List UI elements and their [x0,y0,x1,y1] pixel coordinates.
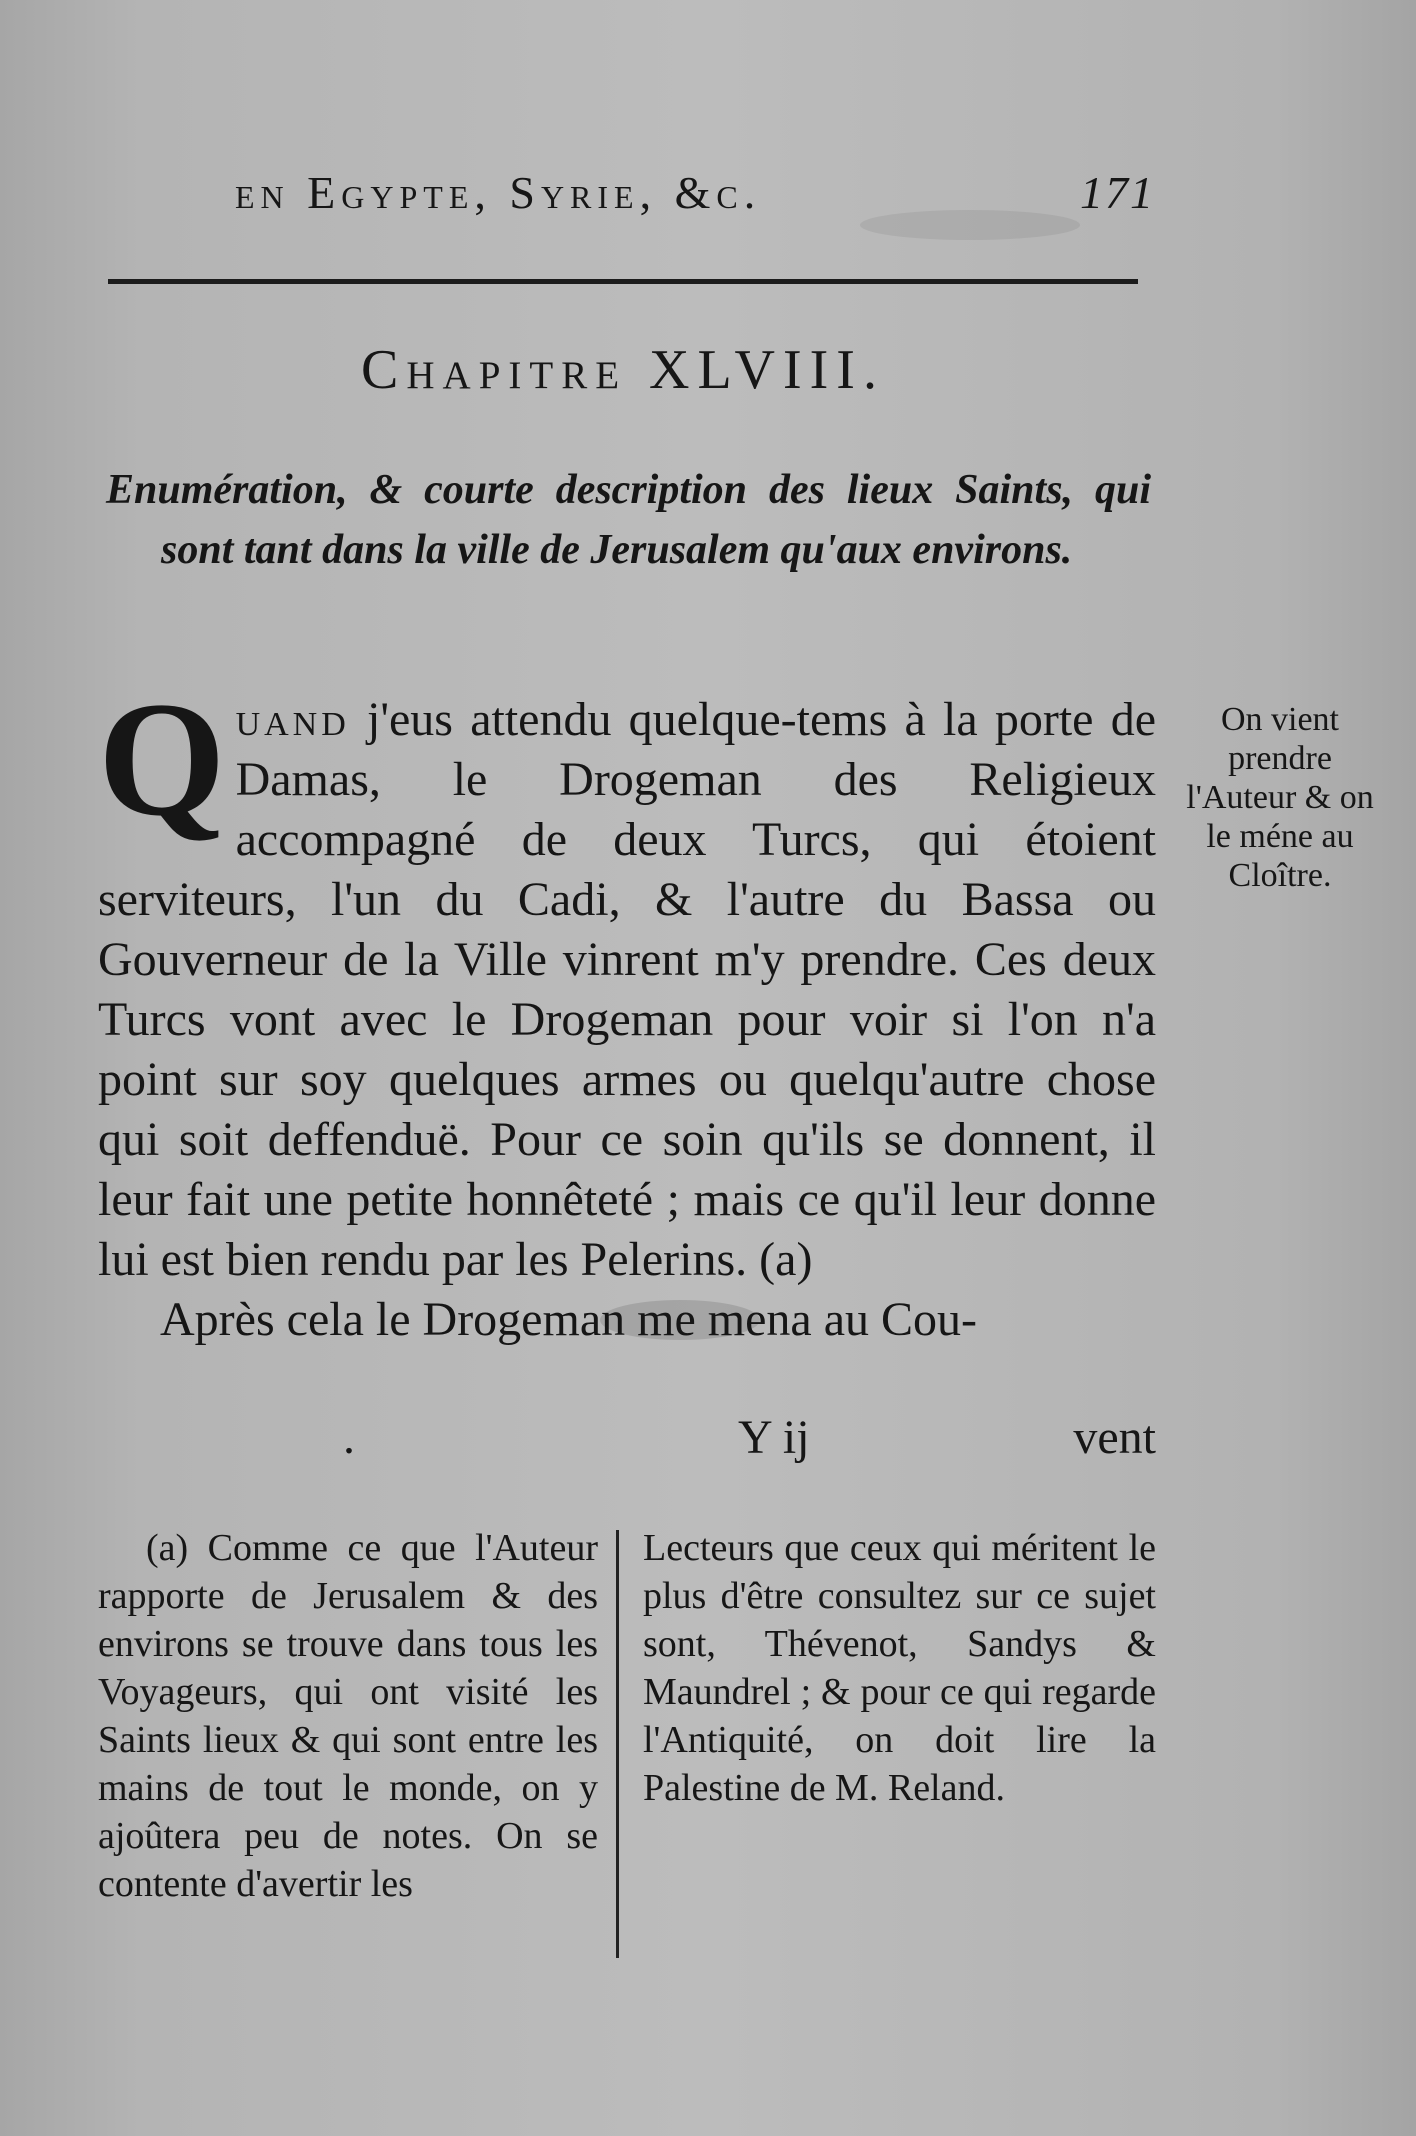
running-title: en Egypte, Syrie, &c. [235,167,762,218]
paragraph-1 [98,669,1156,1290]
chapter-summary: Enumération, & courte description des lieux Saints, qui sont tant dans la ville de Jerusalem qu'aux environs. [106,467,1151,573]
lead-word: uand [235,693,350,746]
paragraph-1-text: j'eus attendu quelque-tems à la porte de Damas, le Drogeman des Religieux accompagné de deux Turcs, qui étoient serviteurs, l'un du Cadi, & l'autre du Bassa ou Gouverneur de la Ville vinrent m'y prendre. Ces deux Turcs vont avec le Drogeman pour voir si l'on n'a point sur soy quelques armes ou quelqu'autre chose qui soit deffenduë. Pour ce soin qu'ils se donnent, il leur fait une petite honnêteté ; mais ce qu'il leur donne lui est bien rendu par les Pelerins. (a) [98,693,1156,1286]
signature-line [98,1410,1156,1470]
footnotes [98,1524,1156,1954]
drop-cap: Q [98,669,226,850]
running-header [235,166,1155,236]
signature-dot: . [343,1411,355,1464]
footnote-right-text: Lecteurs que ceux qui méritent le plus d'être consultez sur ce sujet sont, Thévenot, Sandys & Maundrel ; & pour ce qui regarde l'Antiquité, on doit lire la Palestine de M. Reland. [643,1527,1156,1809]
paragraph-2: Après cela le Drogeman me mena au Cou- [160,1293,978,1346]
chapter-title: Chapitre XLVIII. [361,339,885,401]
footnote-right-column [643,1524,1156,1812]
catchword: vent [1073,1411,1156,1464]
column-divider [616,1530,619,1958]
signature-mark: Y ij [738,1411,810,1464]
main-text [98,669,1156,1350]
header-rule [108,279,1138,284]
footnote-left-column [98,1524,598,1908]
footnote-left-text: (a) Comme ce que l'Auteur rapporte de Jerusalem & des environs se trouve dans tous les Voyageurs, qui ont visité les Saints lieux & qui sont entre les mains de tout le monde, on y ajoûtera peu de notes. On se contente d'avertir les [98,1527,598,1905]
page-number: 171 [1080,167,1155,218]
margin-note: On vient prendre l'Auteur & on le méne au Cloître. [1186,701,1374,894]
